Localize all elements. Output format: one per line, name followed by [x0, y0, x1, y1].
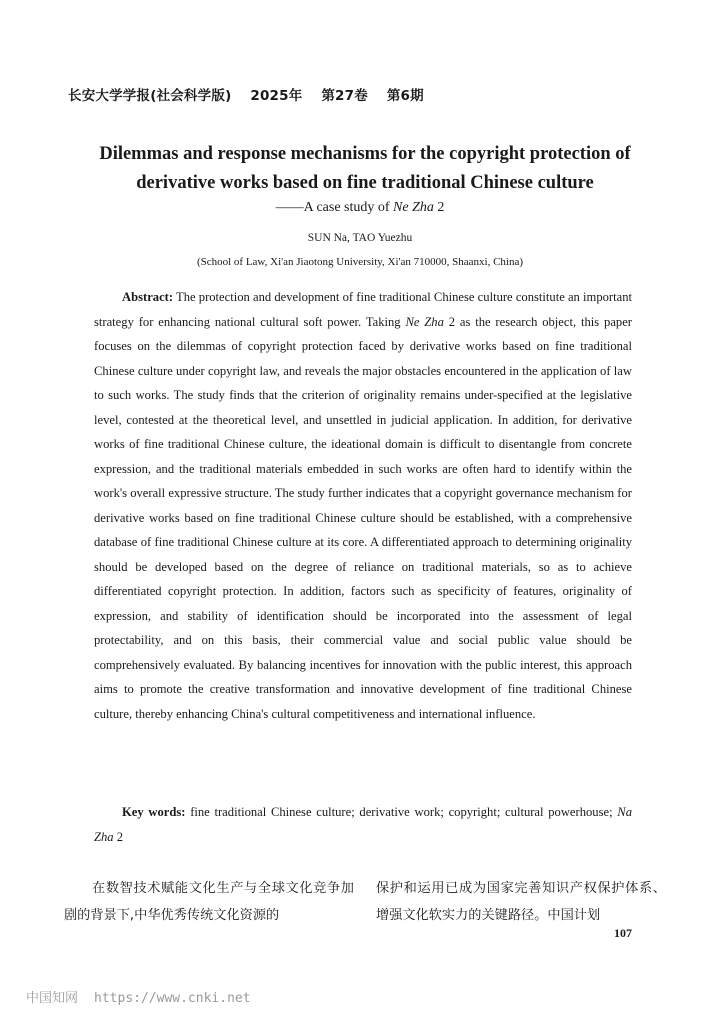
watermark-url: https://www.cnki.net — [94, 991, 251, 1006]
subtitle-suffix: 2 — [433, 200, 445, 215]
body-right-column: 保护和运用已成为国家完善知识产权保护体系、增强文化软实力的关键路径。中国计划 — [376, 881, 666, 923]
body-left-column: 在数智技术赋能文化生产与全球文化竞争加剧的背景下,中华优秀传统文化资源的 — [64, 881, 354, 923]
keywords-suffix: 2 — [113, 829, 124, 844]
abstract-label: Abstract: — [122, 290, 174, 304]
page-number: 107 — [614, 926, 632, 940]
title-line-2: derivative works based on fine traditional Chinese culture — [136, 173, 594, 193]
watermark-site-name: 中国知网 — [26, 991, 79, 1006]
cnki-watermark — [26, 987, 251, 1006]
journal-name: 长安大学学报(社会科学版) — [68, 88, 232, 104]
subtitle-italic: Ne Zha — [393, 200, 434, 215]
affiliation: (School of Law, Xi'an Jiaotong University, Xi'an 710000, Shaanxi, China) — [196, 256, 524, 268]
keywords-label: Key words: — [122, 805, 186, 819]
abstract-text-2: 2 as the research object, this paper focuses on the dilemmas of copyright protection faced by derivative works based on fine traditional Chinese culture under copyright law, and reveals the major obstacles encountered in the application of law to such works. The study finds that the criterion of originality remains under-specified at the legislative level, contested at the theoretical level, and unsettled in judicial application. In addition, for derivative works of fine traditional Chinese culture, the ideational domain is difficult to disentangle from concrete expression, and the traditional materials embedded in such works are often hard to identify within the work's overall expressive structure. The study further indicates that a copyright governance mechanism for derivative works based on fine traditional Chinese culture should be established, with a comprehensive database of fine traditional Chinese culture at its core. A differentiated approach to determining originality should be developed based on the degree of reliance on traditional materials, so as to achieve differentiated copyright protection. In addition, factors such as specificity of features, originality of expression, and stability of identification should be incorporated into the assessment of legal protectability, and on this basis, their commercial value and social public value should be comprehensively evaluated. By balancing incentives for innovation with the public interest, this approach aims to promote the creative transformation and innovative development of fine traditional Chinese culture, thereby enhancing China's cultural competitiveness and international influence. — [94, 314, 632, 721]
journal-volume: 第27卷 — [321, 88, 368, 104]
authors: SUN Na, TAO Yuezhu — [307, 232, 413, 244]
article-subtitle — [0, 200, 720, 216]
keywords — [94, 800, 632, 849]
article-title — [60, 140, 670, 198]
abstract-text-1: The protection and development of fine traditional Chinese culture constitute an important strategy for enhancing national cultural soft power. Taking — [94, 290, 632, 329]
journal-year: 2025年 — [250, 88, 303, 104]
keywords-text: fine traditional Chinese culture; derivative work; copyright; cultural powerhouse; — [185, 805, 618, 819]
abstract — [94, 285, 632, 726]
title-line-1: Dilemmas and response mechanisms for the copyright protection of — [99, 144, 631, 164]
journal-header — [68, 84, 438, 104]
subtitle-prefix: ——A case study of — [275, 200, 394, 215]
keywords-italic-term: Na Zha — [94, 805, 632, 844]
abstract-italic-term: Ne Zha — [405, 314, 444, 329]
journal-issue: 第6期 — [386, 88, 424, 104]
